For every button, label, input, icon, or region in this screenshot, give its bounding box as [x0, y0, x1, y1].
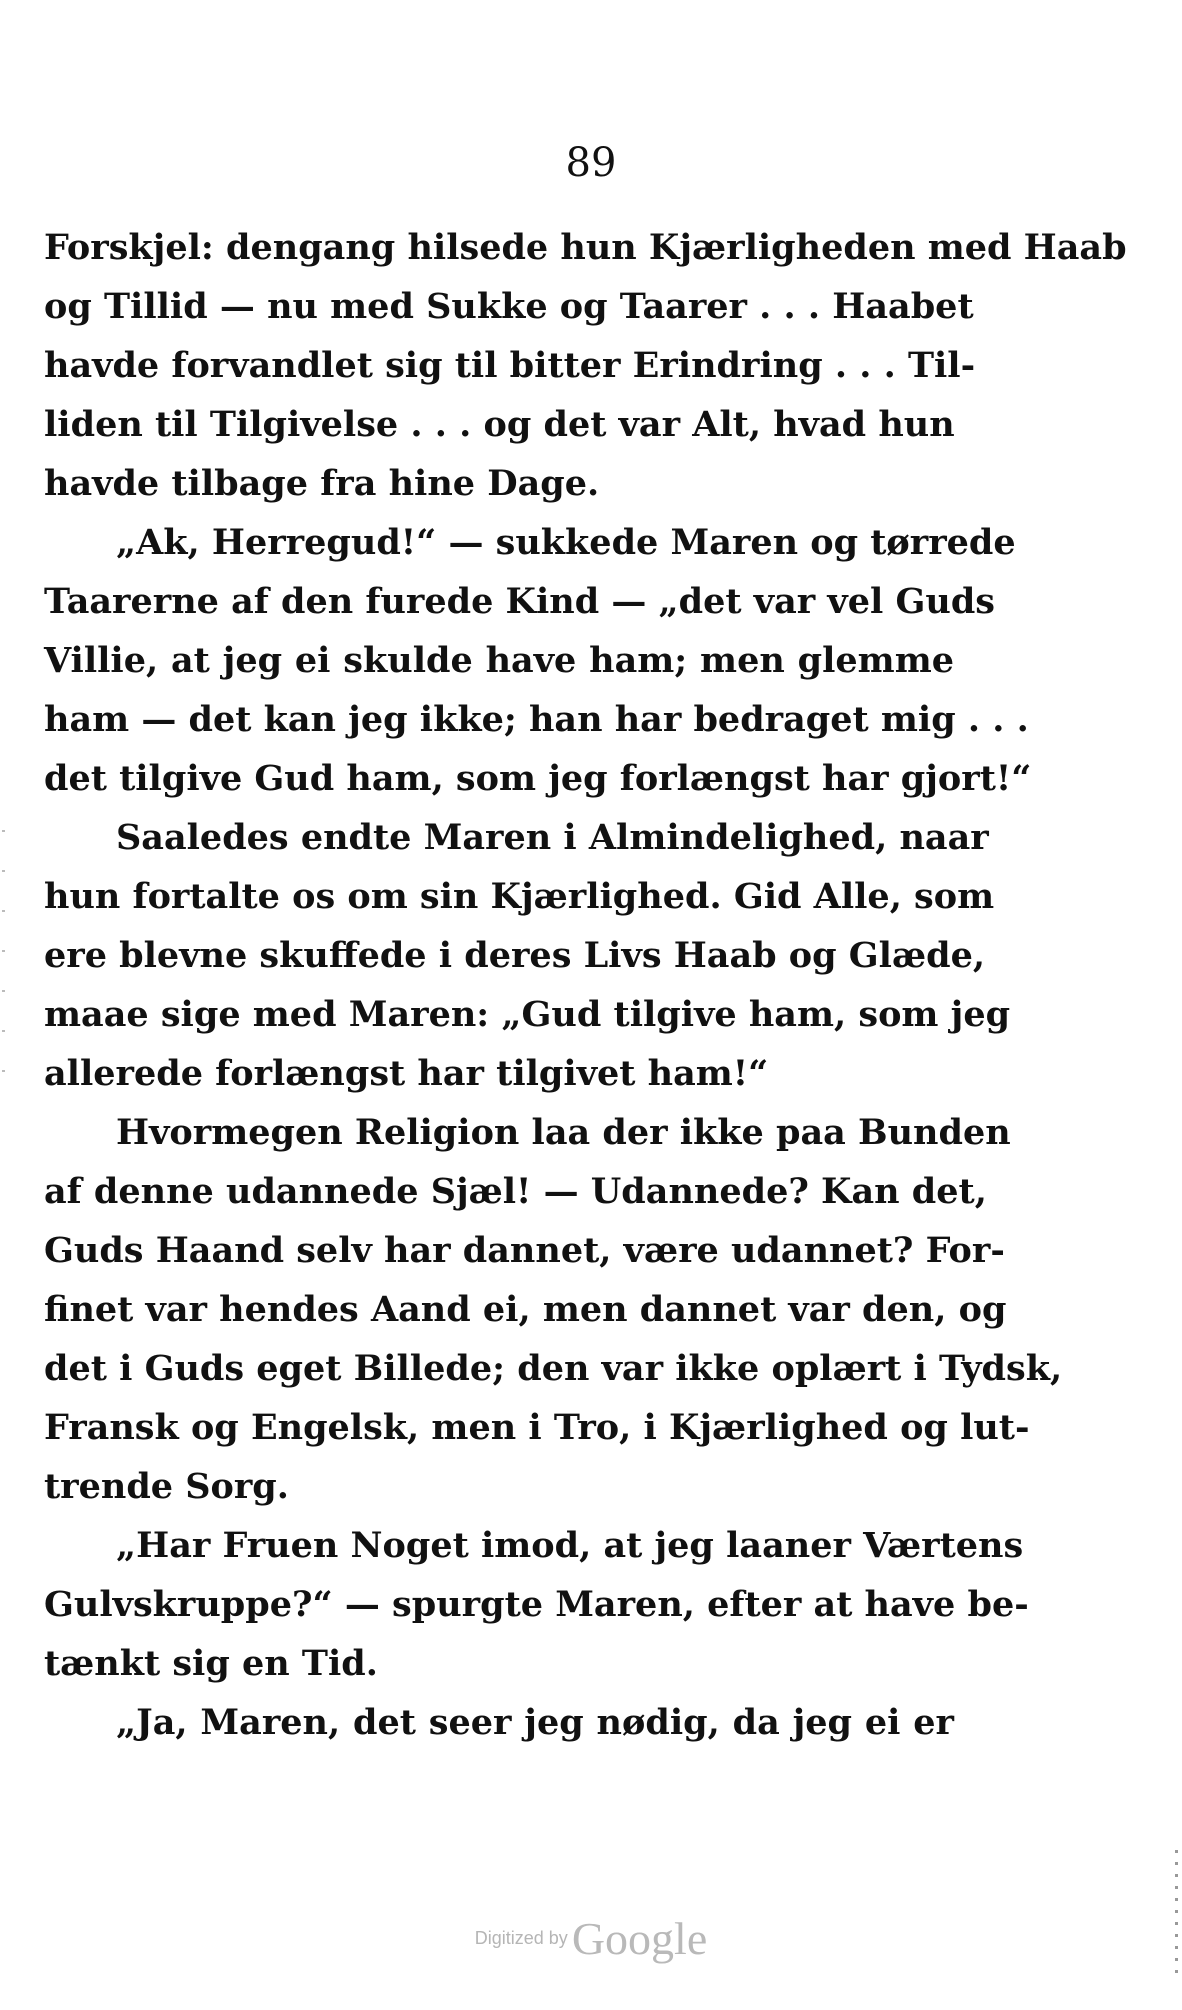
- text-line: Hvormegen Religion laa der ikke paa Bunden: [116, 1112, 1011, 1153]
- digitized-label: Digitized by: [474, 1928, 568, 1948]
- text-line: allerede forlængst har tilgivet ham!“: [44, 1053, 769, 1094]
- text-line: liden til Tilgivelse . . . og det var Alt, hvad hun: [44, 404, 955, 445]
- text-line: „Ja, Maren, det seer jeg nødig, da jeg ei er: [116, 1702, 954, 1743]
- text-line: hun fortalte os om sin Kjærlighed. Gid Alle, som: [44, 876, 995, 917]
- text-line: Villie, at jeg ei skulde have ham; men glemme: [44, 640, 954, 681]
- text-line: havde tilbage fra hine Dage.: [44, 463, 600, 504]
- text-line: ere blevne skuffede i deres Livs Haab og Glæde,: [44, 935, 986, 976]
- page-number: 89: [565, 140, 617, 186]
- text-line: „Har Fruen Noget imod, at jeg laaner Værtens: [116, 1525, 1024, 1566]
- text-line: Guds Haand selv har dannet, være udannet? For-: [44, 1230, 1005, 1271]
- text-line: og Tillid — nu med Sukke og Taarer . . . Haabet: [44, 286, 974, 327]
- scan-margin-marks: [2, 830, 5, 1090]
- google-logo: Google: [571, 1913, 708, 1964]
- text-line: finet var hendes Aand ei, men dannet var den, og: [44, 1289, 1007, 1330]
- text-line: maae sige med Maren: „Gud tilgive ham, som jeg: [44, 994, 1011, 1035]
- text-line: Taarerne af den furede Kind — „det var vel Guds: [44, 581, 995, 622]
- text-line: havde forvandlet sig til bitter Erindring . . . Til-: [44, 345, 976, 386]
- text-line: Gulvskruppe?“ — spurgte Maren, efter at have be-: [44, 1584, 1029, 1625]
- text-line: Fransk og Engelsk, men i Tro, i Kjærlighed og lut-: [44, 1407, 1030, 1448]
- text-line: ham — det kan jeg ikke; han har bedraget mig . . .: [44, 699, 1029, 740]
- text-line: Saaledes endte Maren i Almindelighed, naar: [116, 817, 989, 858]
- digitized-watermark: [0, 1912, 1182, 1965]
- text-line: det tilgive Gud ham, som jeg forlængst har gjort!“: [44, 758, 1032, 799]
- text-line: Forskjel: dengang hilsede hun Kjærligheden med Haab: [44, 227, 1127, 268]
- text-line: trende Sorg.: [44, 1466, 289, 1507]
- text-line: det i Guds eget Billede; den var ikke oplært i Tydsk,: [44, 1348, 1063, 1389]
- text-line: „Ak, Herregud!“ — sukkede Maren og tørrede: [116, 522, 1016, 563]
- body-text: [44, 218, 1127, 1752]
- text-line: af denne udannede Sjæl! — Udannede? Kan det,: [44, 1171, 987, 1212]
- text-line: tænkt sig en Tid.: [44, 1643, 378, 1684]
